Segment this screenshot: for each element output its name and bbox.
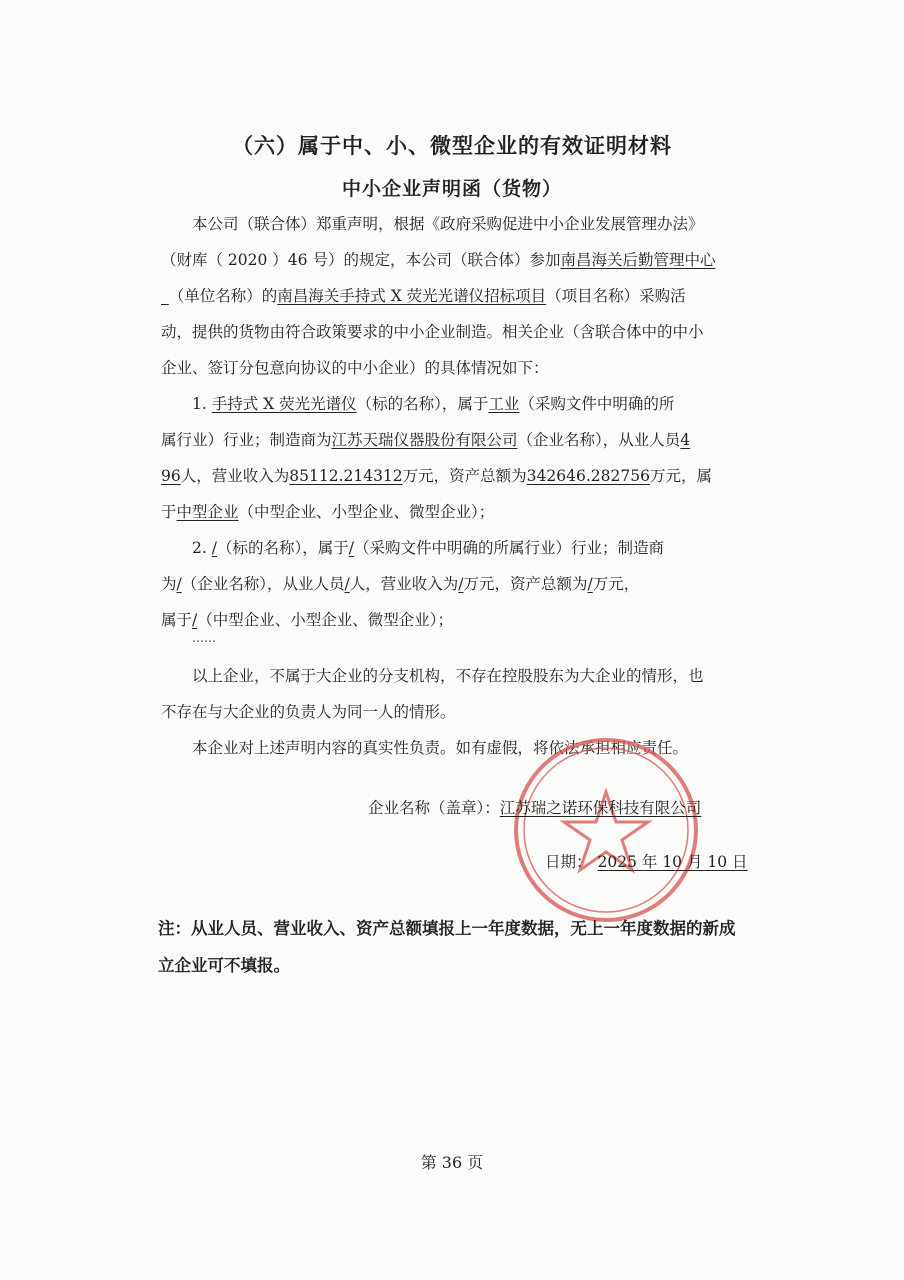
document-title: 中小企业声明函（货物） [341,178,562,200]
signing-date: 2025 年 10 月 10 日 [597,853,748,871]
note-line: 注：从业人员、营业收入、资产总额填报上一年度数据，无上一年度数据的新成 [158,919,736,938]
item1-size: 中型企业 [176,503,239,521]
company-seal-icon [506,730,706,930]
project-name: 南昌海关手持式 X 荧光光谱仪招标项目 [277,287,547,305]
item1-subject: 手持式 X 荧光光谱仪 [211,395,357,413]
date-row: 日期： 2025 年 10 月 10 日 [545,853,748,871]
responsibility-statement: 本企业对上述声明内容的真实性负责。如有虚假，将依法承担相应责任。 [192,739,689,757]
page-number: 第 36 页 [420,1153,484,1172]
para-line: _（单位名称）的南昌海关手持式 X 荧光光谱仪招标项目（项目名称）采购活 [161,287,686,305]
item1-revenue: 85112.214312 [289,467,403,485]
para-line: （财库（ 2020 ）46 号）的规定，本公司（联合体）参加南昌海关后勤管理中心 [161,251,716,269]
para-line: 企业、签订分包意向协议的中小企业）的具体情况如下： [161,359,549,377]
signing-company: 江苏瑞之诺环保科技有限公司 [499,799,702,817]
purchaser-name: 南昌海关后勤管理中心 [560,251,716,269]
section-title: （六）属于中、小、微型企业的有效证明材料 [232,133,672,158]
para-line: 动，提供的货物由符合政策要求的中小企业制造。相关企业（含联合体中的中小 [161,323,704,341]
item1-assets: 342646.282756 [526,467,650,485]
item1-industry: 工业 [488,395,520,413]
ellipsis: …… [192,631,216,645]
item1-employees: 4 [680,431,691,449]
company-label: 企业名称（盖章）： [368,799,500,817]
item1-manufacturer: 江苏天瑞仪器股份有限公司 [331,431,518,449]
signature-row [368,797,768,819]
note-line: 立企业可不填报。 [158,956,290,975]
para-line: 本公司（联合体）郑重声明，根据《政府采购促进中小企业发展管理办法》 [192,215,704,233]
